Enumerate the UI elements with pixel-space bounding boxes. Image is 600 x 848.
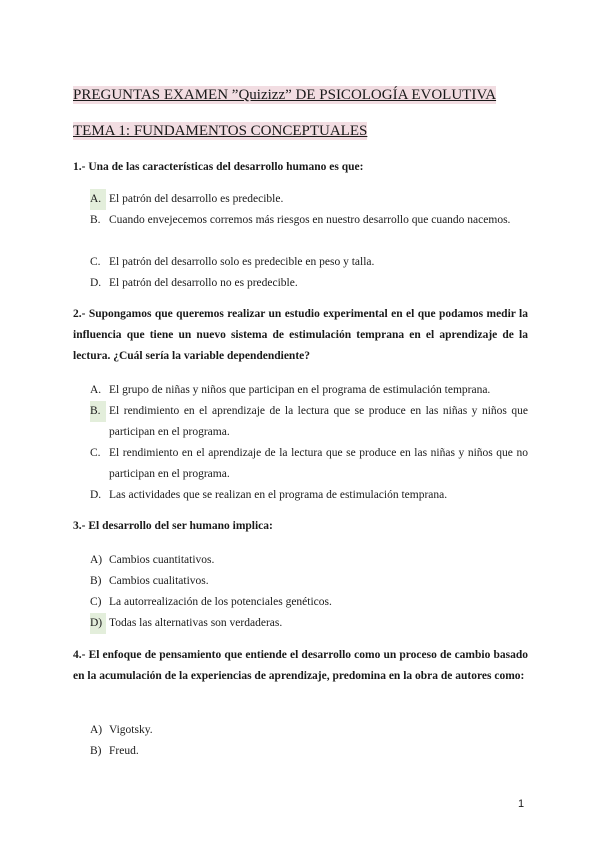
option-text: Cambios cualitativos. <box>109 575 209 587</box>
option-text: Cuando envejecemos corremos más riesgos en nuestro desarrollo que cuando nacemos. <box>109 214 511 226</box>
option-text: El patrón del desarrollo es predecible. <box>109 193 284 205</box>
question-1-option-d <box>90 273 528 294</box>
option-text: El rendimiento en el aprendizaje de la lectura que se produce en las niñas y niños que participan en el programa. <box>109 405 528 438</box>
question-1-option-a <box>90 189 528 210</box>
option-text: El grupo de niñas y niños que participan en el programa de estimulación temprana. <box>109 384 491 396</box>
option-letter: C. <box>90 447 101 459</box>
option-letter: A. <box>90 189 106 210</box>
question-4-option-a <box>90 720 528 741</box>
question-2: 2.- Supongamos que queremos realizar un estudio experimental en el que podamos medir la influencia que tiene un nuevo sistema de estimulación temprana en el aprendizaje de la lectura. ¿Cuál sería la variable dependendiente? <box>73 308 528 362</box>
page-number: 1 <box>518 798 525 810</box>
question-3-option-a <box>90 550 528 571</box>
option-letter: B. <box>90 214 101 226</box>
option-text: Cambios cuantitativos. <box>109 554 215 566</box>
question-4: 4.- El enfoque de pensamiento que entiende el desarrollo como un proceso de cambio basado en la acumulación de la experiencias de aprendizaje, predomina en la obra de autores como: <box>73 649 528 682</box>
option-letter: C) <box>90 596 102 608</box>
option-text: El patrón del desarrollo solo es predecible en peso y talla. <box>109 256 375 268</box>
option-letter: B) <box>90 575 102 587</box>
option-text: Todas las alternativas son verdaderas. <box>109 617 283 629</box>
option-letter: A) <box>90 724 103 736</box>
option-text: Las actividades que se realizan en el programa de estimulación temprana. <box>109 489 448 501</box>
option-letter: A. <box>90 384 102 396</box>
question-2-option-b <box>90 401 528 443</box>
option-text: Freud. <box>109 745 139 757</box>
option-letter: B. <box>90 401 106 422</box>
document-title: PREGUNTAS EXAMEN ”Quizizz” DE PSICOLOGÍA EVOLUTIVA <box>73 87 497 103</box>
question-2-option-c <box>90 443 528 485</box>
option-letter: D. <box>90 277 102 289</box>
option-letter: C. <box>90 256 101 268</box>
question-1: 1.- Una de las características del desarrollo humano es que: <box>73 161 364 173</box>
question-3: 3.- El desarrollo del ser humano implica: <box>73 520 273 532</box>
question-4-option-b <box>90 741 528 762</box>
option-letter: B) <box>90 745 102 757</box>
question-1-option-c <box>90 252 528 273</box>
section-heading: TEMA 1: FUNDAMENTOS CONCEPTUALES <box>73 123 368 139</box>
option-text: Vigotsky. <box>109 724 153 736</box>
option-letter: A) <box>90 554 103 566</box>
question-3-option-d <box>90 613 528 634</box>
question-1-option-b <box>90 210 528 231</box>
question-2-option-a <box>90 380 528 401</box>
question-2-option-d <box>90 485 528 506</box>
option-letter: D) <box>90 613 106 634</box>
option-text: El rendimiento en el aprendizaje de la lectura que se produce en las niñas y niños que no participan en el programa. <box>109 447 528 480</box>
option-letter: D. <box>90 489 102 501</box>
question-3-option-c <box>90 592 528 613</box>
option-text: El patrón del desarrollo no es predecible. <box>109 277 298 289</box>
question-3-option-b <box>90 571 528 592</box>
option-text: La autorrealización de los potenciales genéticos. <box>109 596 332 608</box>
